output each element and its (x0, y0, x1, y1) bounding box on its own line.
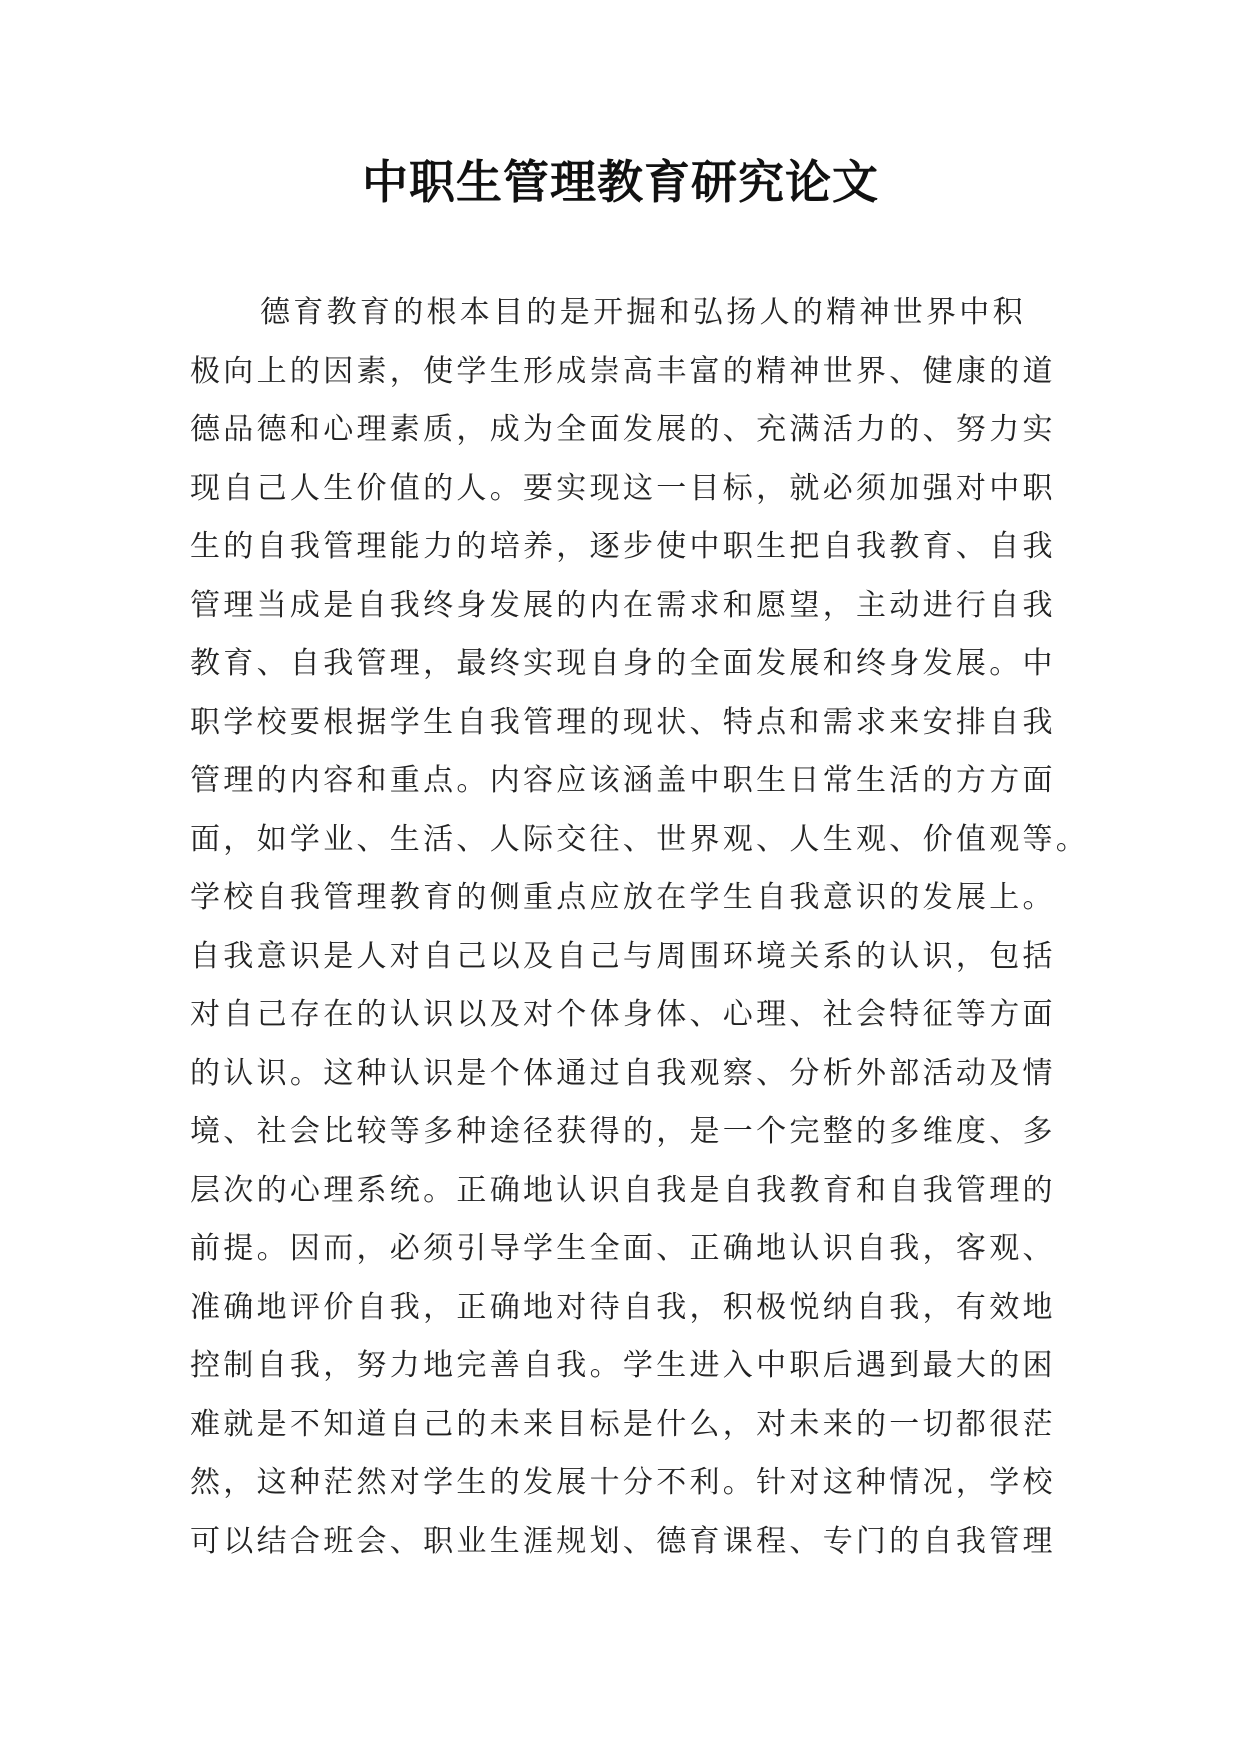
body-line: 对自己存在的认识以及对个体身体、心理、社会特征等方面 (190, 997, 1056, 1032)
body-line: 的认识。这种认识是个体通过自我观察、分析外部活动及情 (190, 1055, 1056, 1091)
body-line: 管理的内容和重点。内容应该涵盖中职生日常生活的方方面 (190, 763, 1056, 798)
body-line: 现自己人生价值的人。要实现这一目标，就必须加强对中职 (190, 470, 1056, 506)
body-line: 学校自我管理教育的侧重点应放在学生自我意识的发展上。 (190, 880, 1056, 915)
body-line: 德品德和心理素质，成为全面发展的、充满活力的、努力实 (190, 412, 1056, 447)
body-line: 前提。因而，必须引导学生全面、正确地认识自我，客观、 (190, 1231, 1056, 1266)
body-line: 难就是不知道自己的未来目标是什么，对未来的一切都很茫 (190, 1406, 1056, 1442)
body-line: 境、社会比较等多种途径获得的，是一个完整的多维度、多 (190, 1114, 1056, 1149)
body-line: 德育教育的根本目的是开掘和弘扬人的精神世界中积 (260, 295, 1026, 330)
document-body (190, 284, 1090, 1571)
body-line: 可以结合班会、职业生涯规划、德育课程、专门的自我管理 (190, 1523, 1056, 1559)
body-line: 然，这种茫然对学生的发展十分不利。针对这种情况，学校 (190, 1465, 1056, 1500)
body-line: 控制自我，努力地完善自我。学生进入中职后遇到最大的困 (190, 1348, 1056, 1383)
body-line: 极向上的因素，使学生形成崇高丰富的精神世界、健康的道 (190, 353, 1056, 389)
body-line: 准确地评价自我，正确地对待自我，积极悦纳自我，有效地 (190, 1289, 1056, 1325)
body-line: 自我意识是人对自己以及自己与周围环境关系的认识，包括 (190, 938, 1056, 974)
body-line: 生的自我管理能力的培养，逐步使中职生把自我教育、自我 (190, 529, 1056, 564)
document-title: 中职生管理教育研究论文 (362, 155, 879, 209)
body-line: 职学校要根据学生自我管理的现状、特点和需求来安排自我 (190, 704, 1056, 740)
body-line: 面，如学业、生活、人际交往、世界观、人生观、价值观等。 (190, 821, 1090, 857)
body-line: 管理当成是自我终身发展的内在需求和愿望，主动进行自我 (190, 587, 1056, 623)
body-line: 教育、自我管理，最终实现自身的全面发展和终身发展。中 (190, 646, 1056, 681)
body-line: 层次的心理系统。正确地认识自我是自我教育和自我管理的 (190, 1172, 1056, 1208)
